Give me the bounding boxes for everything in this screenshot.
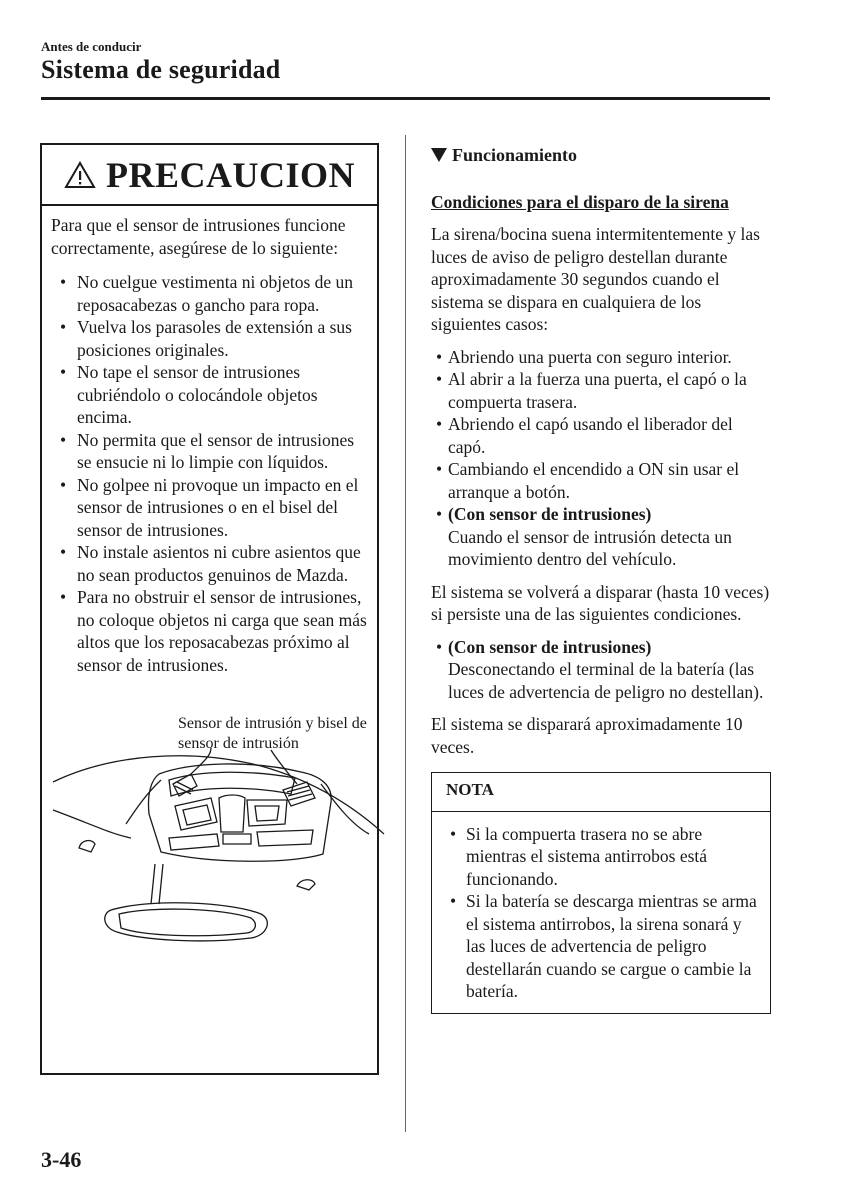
list-item: • No cuelgue vestimenta ni objetos de un reposacabezas o gancho para ropa.: [60, 272, 354, 315]
list-item: • Si la compuerta trasera no se abre mientras el sistema antirrobos está funcionando.: [450, 823, 708, 889]
section-heading: Funcionamiento: [431, 144, 771, 167]
paragraph: El sistema se disparará aproximadamente 10 veces.: [431, 714, 743, 757]
caution-intro: Para que el sensor de intrusiones funcione correctamente, asegúrese de lo siguiente:: [51, 215, 346, 258]
caution-body: [42, 206, 377, 984]
section-triangle-icon: [431, 148, 447, 162]
list-item: • No permita que el sensor de intrusiones se ensucie ni lo limpie con líquidos.: [60, 429, 355, 472]
caution-box: [40, 143, 379, 1075]
caution-title: PRECAUCION: [105, 154, 355, 195]
retrigger-conditions-list: [431, 636, 771, 704]
list-item: • Si la batería se descarga mientras se arma el sistema antirrobos, la sirena sonará y las luces de advertencia de peligro destellarán cuando se cargue o cambie la batería.: [450, 891, 757, 1001]
right-column: [431, 143, 771, 1014]
header-rule: [41, 97, 770, 100]
list-item: • Abriendo una puerta con seguro interior.: [436, 346, 732, 367]
page-number: 3-46: [41, 1147, 82, 1172]
paragraph: El sistema se volverá a disparar (hasta 10 veces) si persiste una de las siguientes condiciones.: [431, 581, 770, 624]
item-label: (Con sensor de intrusiones): [448, 504, 652, 524]
page-title: Sistema de seguridad: [41, 55, 281, 84]
figure-caption: Sensor de intrusión y bisel de sensor de intrusión: [178, 715, 367, 752]
list-item: • Cambiando el encendido a ON sin usar el arranque a botón.: [436, 459, 740, 502]
note-box: [431, 772, 771, 1014]
list-item: • Vuelva los parasoles de extensión a sus posiciones originales.: [60, 317, 352, 360]
warning-triangle-icon: [64, 161, 96, 189]
list-item: • (Con sensor de intrusiones) Cuando el sensor de intrusión detecta un movimiento dentro del vehículo.: [436, 504, 732, 569]
list-item: • No instale asientos ni cubre asientos que no sean productos genuinos de Mazda.: [60, 542, 361, 585]
intrusion-sensor-figure: [51, 714, 386, 984]
list-item: • No tape el sensor de intrusiones cubriéndolo o colocándole objetos encima.: [60, 362, 318, 427]
note-list: [446, 823, 760, 1003]
note-body: [432, 812, 770, 1013]
list-item: • Abriendo el capó usando el liberador del capó.: [436, 414, 733, 457]
note-title: NOTA: [432, 773, 770, 812]
list-item: • Al abrir a la fuerza una puerta, el capó o la compuerta trasera.: [436, 369, 747, 412]
caution-header: [42, 145, 377, 206]
overhead-console-illustration: [51, 714, 386, 984]
paragraph: La sirena/bocina suena intermitentemente y las luces de aviso de peligro destellan durante aproximadamente 30 segundos cuando el sistema se dispara en cualquiera de los siguientes casos:: [431, 224, 760, 334]
list-item: • No golpee ni provoque un impacto en el sensor de intrusiones o en el bisel del sensor de intrusiones.: [60, 474, 359, 540]
trigger-conditions-list: [431, 346, 771, 571]
subheading: Condiciones para el disparo de la sirena: [431, 191, 729, 212]
list-item: • (Con sensor de intrusiones) Desconectando el terminal de la batería (las luces de advertencia de peligro no destellan).: [436, 636, 764, 702]
column-divider: [405, 135, 406, 1132]
list-item: • Para no obstruir el sensor de intrusiones, no coloque objetos ni carga que sean más altos que los reposacabezas próximo al sensor de intrusiones.: [60, 587, 367, 675]
item-label: (Con sensor de intrusiones): [448, 636, 652, 657]
running-header-section: Antes de conducir: [41, 39, 142, 54]
caution-list: [51, 271, 369, 676]
